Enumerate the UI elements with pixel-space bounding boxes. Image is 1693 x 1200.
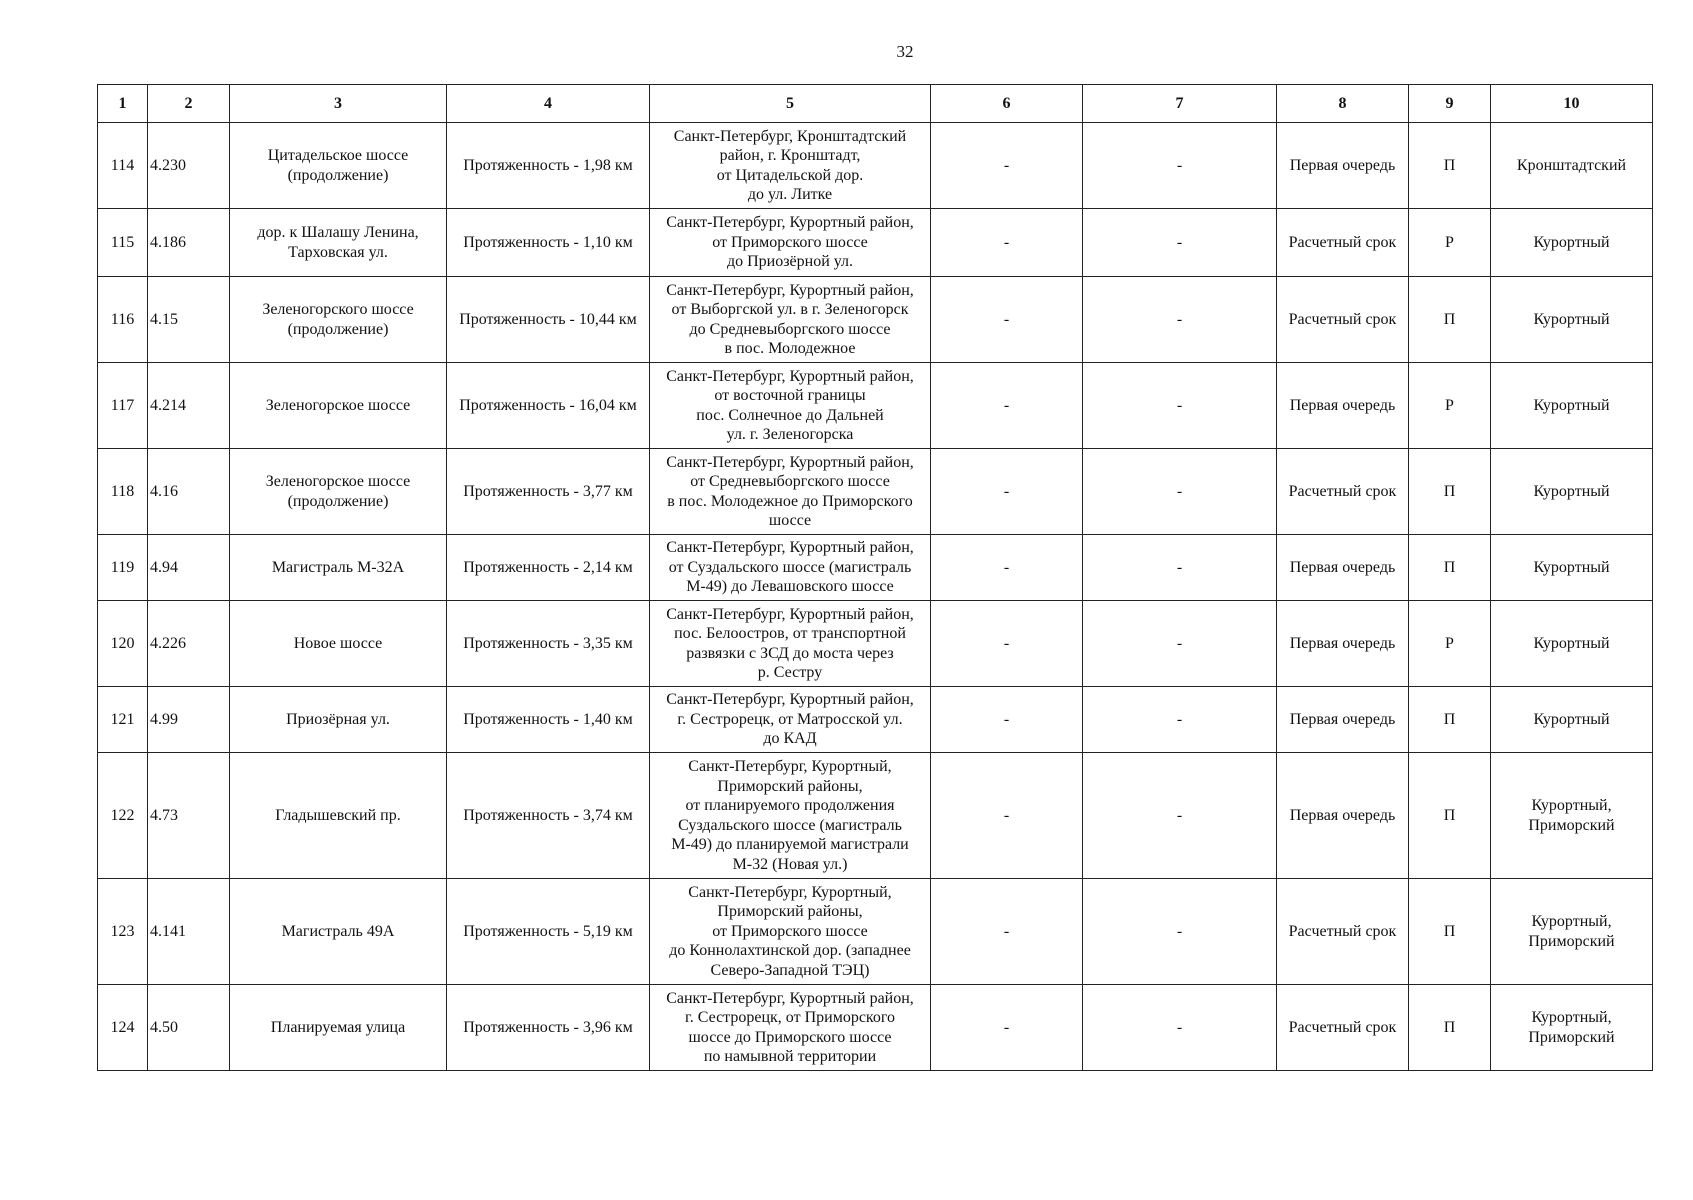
type-cell: П	[1409, 277, 1491, 363]
location-cell: Санкт-Петербург, Курортный район, от восточной границы пос. Солнечное до Дальней ул. г. Зеленогорска	[650, 363, 931, 449]
type-cell: Р	[1409, 363, 1491, 449]
column-6-cell: -	[931, 449, 1083, 535]
column-header: 3	[230, 85, 447, 123]
table-row	[98, 449, 1653, 535]
location-cell: Санкт-Петербург, Курортный район, от Средневыборгского шоссе в пос. Молодежное до Приморского шоссе	[650, 449, 931, 535]
code-cell: 4.50	[148, 985, 230, 1071]
column-header: 7	[1083, 85, 1277, 123]
stage-cell: Первая очередь	[1277, 535, 1409, 601]
type-cell: П	[1409, 535, 1491, 601]
column-7-cell: -	[1083, 535, 1277, 601]
column-6-cell: -	[931, 601, 1083, 687]
code-cell: 4.141	[148, 879, 230, 985]
length-cell: Протяженность - 3,96 км	[447, 985, 650, 1071]
location-cell: Санкт-Петербург, Курортный, Приморский районы, от Приморского шоссе до Коннолахтинской дор. (западнее Северо-Западной ТЭЦ)	[650, 879, 931, 985]
column-header: 8	[1277, 85, 1409, 123]
location-cell: Санкт-Петербург, Курортный район, пос. Белоостров, от транспортной развязки с ЗСД до моста через р. Сестру	[650, 601, 931, 687]
road-name-cell: Зеленогорское шоссе	[230, 363, 447, 449]
column-header: 5	[650, 85, 931, 123]
district-cell: Курортный	[1491, 209, 1653, 277]
table-row	[98, 123, 1653, 209]
code-cell: 4.15	[148, 277, 230, 363]
table-row	[98, 363, 1653, 449]
column-7-cell: -	[1083, 209, 1277, 277]
location-cell: Санкт-Петербург, Курортный район, от Выборгской ул. в г. Зеленогорск до Средневыборгского шоссе в пос. Молодежное	[650, 277, 931, 363]
column-header: 6	[931, 85, 1083, 123]
table-row	[98, 601, 1653, 687]
row-number-cell: 119	[98, 535, 148, 601]
length-cell: Протяженность - 1,98 км	[447, 123, 650, 209]
stage-cell: Расчетный срок	[1277, 277, 1409, 363]
district-cell: Кронштадтский	[1491, 123, 1653, 209]
type-cell: Р	[1409, 601, 1491, 687]
code-cell: 4.99	[148, 687, 230, 753]
road-name-cell: Гладышевский пр.	[230, 753, 447, 879]
table-body	[98, 123, 1653, 1071]
type-cell: П	[1409, 985, 1491, 1071]
location-cell: Санкт-Петербург, Курортный район, г. Сестрорецк, от Приморского шоссе до Приморского шоссе по намывной территории	[650, 985, 931, 1071]
length-cell: Протяженность - 2,14 км	[447, 535, 650, 601]
road-name-cell: дор. к Шалашу Ленина, Тарховская ул.	[230, 209, 447, 277]
column-7-cell: -	[1083, 449, 1277, 535]
length-cell: Протяженность - 3,74 км	[447, 753, 650, 879]
table-row	[98, 277, 1653, 363]
type-cell: Р	[1409, 209, 1491, 277]
row-number-cell: 116	[98, 277, 148, 363]
row-number-cell: 114	[98, 123, 148, 209]
type-cell: П	[1409, 687, 1491, 753]
road-name-cell: Магистраль 49А	[230, 879, 447, 985]
column-6-cell: -	[931, 277, 1083, 363]
column-6-cell: -	[931, 753, 1083, 879]
column-7-cell: -	[1083, 687, 1277, 753]
table-row	[98, 753, 1653, 879]
code-cell: 4.16	[148, 449, 230, 535]
district-cell: Курортный	[1491, 449, 1653, 535]
page-number: 32	[896, 42, 914, 61]
row-number-cell: 121	[98, 687, 148, 753]
table-header-row	[98, 85, 1653, 123]
district-cell: Курортный, Приморский	[1491, 753, 1653, 879]
data-table	[97, 84, 1653, 1071]
table-row	[98, 687, 1653, 753]
road-name-cell: Зеленогорское шоссе (продолжение)	[230, 449, 447, 535]
stage-cell: Расчетный срок	[1277, 985, 1409, 1071]
type-cell: П	[1409, 879, 1491, 985]
stage-cell: Расчетный срок	[1277, 449, 1409, 535]
road-name-cell: Приозёрная ул.	[230, 687, 447, 753]
table-row	[98, 985, 1653, 1071]
road-name-cell: Планируемая улица	[230, 985, 447, 1071]
column-header: 9	[1409, 85, 1491, 123]
length-cell: Протяженность - 1,10 км	[447, 209, 650, 277]
location-cell: Санкт-Петербург, Курортный район, г. Сестрорецк, от Матросской ул. до КАД	[650, 687, 931, 753]
column-6-cell: -	[931, 985, 1083, 1071]
location-cell: Санкт-Петербург, Курортный район, от Суздальского шоссе (магистраль М-49) до Левашовского шоссе	[650, 535, 931, 601]
column-header: 10	[1491, 85, 1653, 123]
length-cell: Протяженность - 1,40 км	[447, 687, 650, 753]
district-cell: Курортный	[1491, 535, 1653, 601]
code-cell: 4.186	[148, 209, 230, 277]
column-header: 1	[98, 85, 148, 123]
code-cell: 4.94	[148, 535, 230, 601]
column-7-cell: -	[1083, 601, 1277, 687]
district-cell: Курортный	[1491, 277, 1653, 363]
code-cell: 4.214	[148, 363, 230, 449]
table-row	[98, 209, 1653, 277]
location-cell: Санкт-Петербург, Кронштадтский район, г. Кронштадт, от Цитадельской дор. до ул. Литке	[650, 123, 931, 209]
column-header: 4	[447, 85, 650, 123]
row-number-cell: 118	[98, 449, 148, 535]
type-cell: П	[1409, 449, 1491, 535]
row-number-cell: 123	[98, 879, 148, 985]
stage-cell: Первая очередь	[1277, 687, 1409, 753]
type-cell: П	[1409, 753, 1491, 879]
stage-cell: Первая очередь	[1277, 753, 1409, 879]
code-cell: 4.230	[148, 123, 230, 209]
column-7-cell: -	[1083, 277, 1277, 363]
road-name-cell: Зеленогорского шоссе (продолжение)	[230, 277, 447, 363]
stage-cell: Первая очередь	[1277, 363, 1409, 449]
location-cell: Санкт-Петербург, Курортный, Приморский районы, от планируемого продолжения Суздальского шоссе (магистраль М-49) до планируемой магистрали М-32 (Новая ул.)	[650, 753, 931, 879]
type-cell: П	[1409, 123, 1491, 209]
row-number-cell: 124	[98, 985, 148, 1071]
length-cell: Протяженность - 10,44 км	[447, 277, 650, 363]
stage-cell: Расчетный срок	[1277, 879, 1409, 985]
column-7-cell: -	[1083, 985, 1277, 1071]
district-cell: Курортный	[1491, 601, 1653, 687]
column-7-cell: -	[1083, 123, 1277, 209]
district-cell: Курортный, Приморский	[1491, 879, 1653, 985]
column-6-cell: -	[931, 535, 1083, 601]
road-name-cell: Магистраль М-32А	[230, 535, 447, 601]
road-name-cell: Новое шоссе	[230, 601, 447, 687]
length-cell: Протяженность - 16,04 км	[447, 363, 650, 449]
column-7-cell: -	[1083, 753, 1277, 879]
column-6-cell: -	[931, 687, 1083, 753]
column-6-cell: -	[931, 879, 1083, 985]
row-number-cell: 122	[98, 753, 148, 879]
column-header: 2	[148, 85, 230, 123]
stage-cell: Расчетный срок	[1277, 209, 1409, 277]
row-number-cell: 120	[98, 601, 148, 687]
table-row	[98, 879, 1653, 985]
location-cell: Санкт-Петербург, Курортный район, от Приморского шоссе до Приозёрной ул.	[650, 209, 931, 277]
column-7-cell: -	[1083, 363, 1277, 449]
district-cell: Курортный	[1491, 363, 1653, 449]
column-7-cell: -	[1083, 879, 1277, 985]
length-cell: Протяженность - 3,35 км	[447, 601, 650, 687]
row-number-cell: 115	[98, 209, 148, 277]
column-6-cell: -	[931, 363, 1083, 449]
column-6-cell: -	[931, 123, 1083, 209]
district-cell: Курортный, Приморский	[1491, 985, 1653, 1071]
row-number-cell: 117	[98, 363, 148, 449]
stage-cell: Первая очередь	[1277, 601, 1409, 687]
length-cell: Протяженность - 3,77 км	[447, 449, 650, 535]
road-name-cell: Цитадельское шоссе (продолжение)	[230, 123, 447, 209]
stage-cell: Первая очередь	[1277, 123, 1409, 209]
district-cell: Курортный	[1491, 687, 1653, 753]
length-cell: Протяженность - 5,19 км	[447, 879, 650, 985]
column-6-cell: -	[931, 209, 1083, 277]
table-row	[98, 535, 1653, 601]
code-cell: 4.226	[148, 601, 230, 687]
code-cell: 4.73	[148, 753, 230, 879]
